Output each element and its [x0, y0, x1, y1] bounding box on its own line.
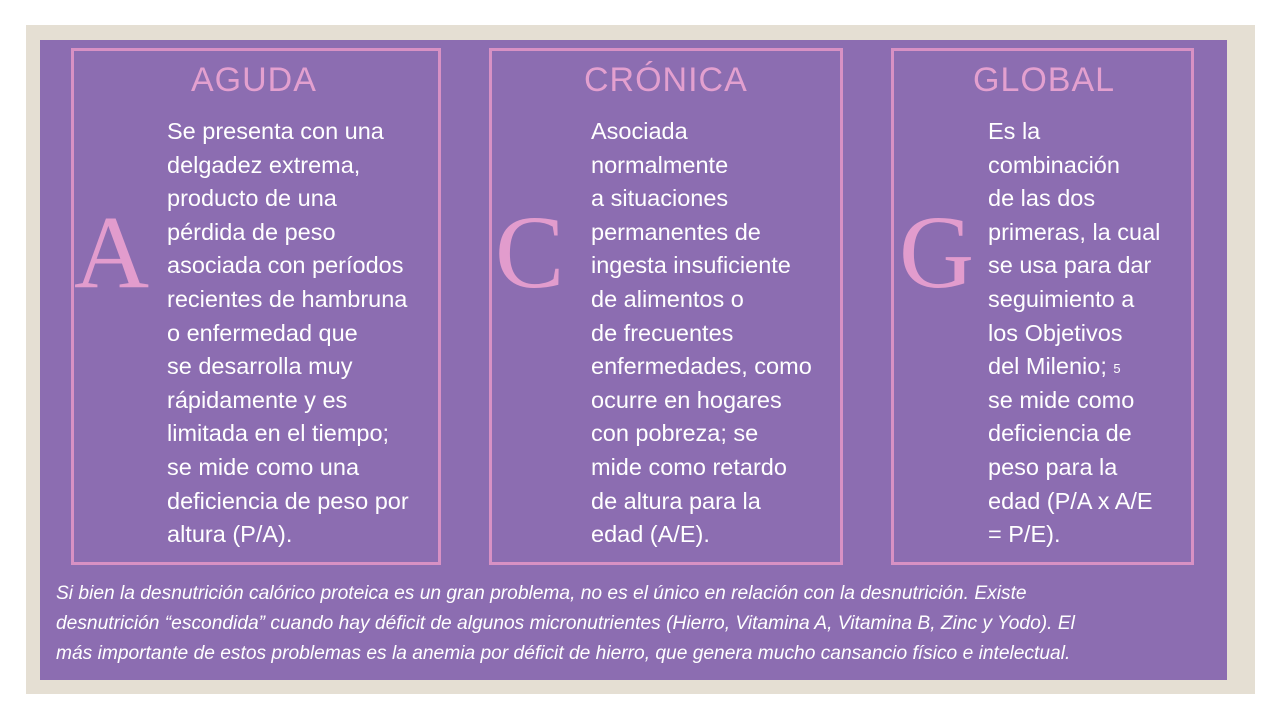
card-aguda-letter: A [74, 195, 150, 310]
footer-note: Si bien la desnutrición calórico proteica es un gran problema, no es el único en relación con la desnutrición. Existe desnutrición “escondida” cuando hay déficit de algunos micronutrientes (Hierro, Vitamina A, Vitamina B, Zinc y Yodo). El más importante de estos problemas es la anemia por déficit de hierro, que genera mucho cansancio físico e intelectual. [56, 583, 1075, 664]
card-global [891, 48, 1194, 565]
card-aguda [71, 48, 441, 565]
card-global-text-before: Es la combinación de las dos primeras, la cual se usa para dar seguimiento a los Objetivos del Milenio; [988, 118, 1161, 380]
card-aguda-text: Se presenta con una delgadez extrema, producto de una pérdida de peso asociada con períodos recientes de hambruna o enfermedad que se desarrolla muy rápidamente y es limitada en el tiempo; se mide como una deficiencia de peso por altura (P/A). [167, 118, 409, 548]
card-global-title: GLOBAL [973, 61, 1116, 99]
card-cronica-title: CRÓNICA [584, 61, 748, 99]
card-cronica-text: Asociada normalmente a situaciones permanentes de ingesta insuficiente de alimentos o de frecuentes enfermedades, como ocurre en hogares con pobreza; se mide como retardo de altura para la edad (A/E). [591, 118, 812, 548]
card-global-text-after: se mide como deficiencia de peso para la edad (P/A x A/E = P/E). [988, 386, 1153, 548]
card-global-letter: G [899, 195, 975, 310]
card-aguda-title: AGUDA [191, 61, 317, 99]
footnote-marker: 5 [1113, 361, 1121, 377]
card-cronica [489, 48, 843, 565]
card-cronica-letter: C [495, 195, 565, 310]
card-global-text [988, 115, 1193, 552]
